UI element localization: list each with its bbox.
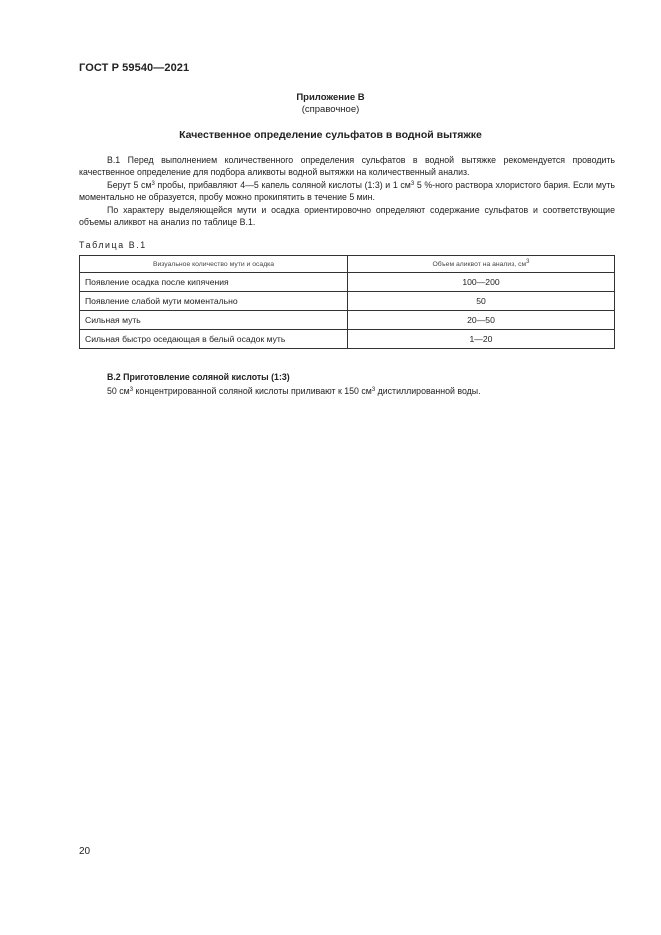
row-volume: 50 <box>348 292 615 311</box>
row-description: Появление осадка после кипячения <box>80 273 348 292</box>
row-description: Сильная быстро оседающая в белый осадок муть <box>80 330 348 349</box>
row-volume: 100—200 <box>348 273 615 292</box>
document-code: ГОСТ Р 59540—2021 <box>79 62 190 74</box>
paragraph-procedure: Берут 5 $см^3$ пробы, прибавляют 4—5 капель соляной кислоты (1:3) и 1 $см^3$ 5 %-ного раствора хлористого бария. Если муть моментально не образуется, пробу можно прокипятить в течение 5 мин. <box>79 179 615 203</box>
row-description: Появление слабой мути моментально <box>80 292 348 311</box>
column-header-turbidity: Визуальное количество мути и осадка <box>80 256 348 273</box>
table-header-row <box>80 256 615 273</box>
paragraph-estimate: По характеру выделяющейся мути и осадка ориентировочно определяют содержание сульфатов и соответствующие объемы аликвот на анализ по таблице В.1. <box>79 204 615 228</box>
subsection-text: 50 $см^3$ концентрированной соляной кислоты приливают к 150 $см^3$ дистиллированной воды. <box>107 386 481 396</box>
table-row <box>80 292 615 311</box>
appendix-title: Приложение В <box>296 92 365 103</box>
table-row <box>80 273 615 292</box>
section-title: Качественное определение сульфатов в водной вытяжке <box>179 129 482 141</box>
subsection-title: В.2 Приготовление соляной кислоты (1:3) <box>107 372 290 382</box>
table-caption: Таблица В.1 <box>79 240 147 250</box>
aliquot-table <box>79 255 615 349</box>
row-description: Сильная муть <box>80 311 348 330</box>
page-number: 20 <box>79 846 91 857</box>
row-volume: 1—20 <box>348 330 615 349</box>
appendix-subtitle: (справочное) <box>301 104 360 115</box>
column-header-volume: Объем аликвот на анализ, $см^3$ <box>348 256 615 273</box>
table-row <box>80 311 615 330</box>
body-text <box>79 154 615 228</box>
table-row <box>80 330 615 349</box>
row-volume: 20—50 <box>348 311 615 330</box>
paragraph-b1: В.1 Перед выполнением количественного определения сульфатов в водной вытяжке рекомендуется проводить качественное определение для подбора аликвоты водной вытяжки на количественный анализ. <box>79 155 615 178</box>
